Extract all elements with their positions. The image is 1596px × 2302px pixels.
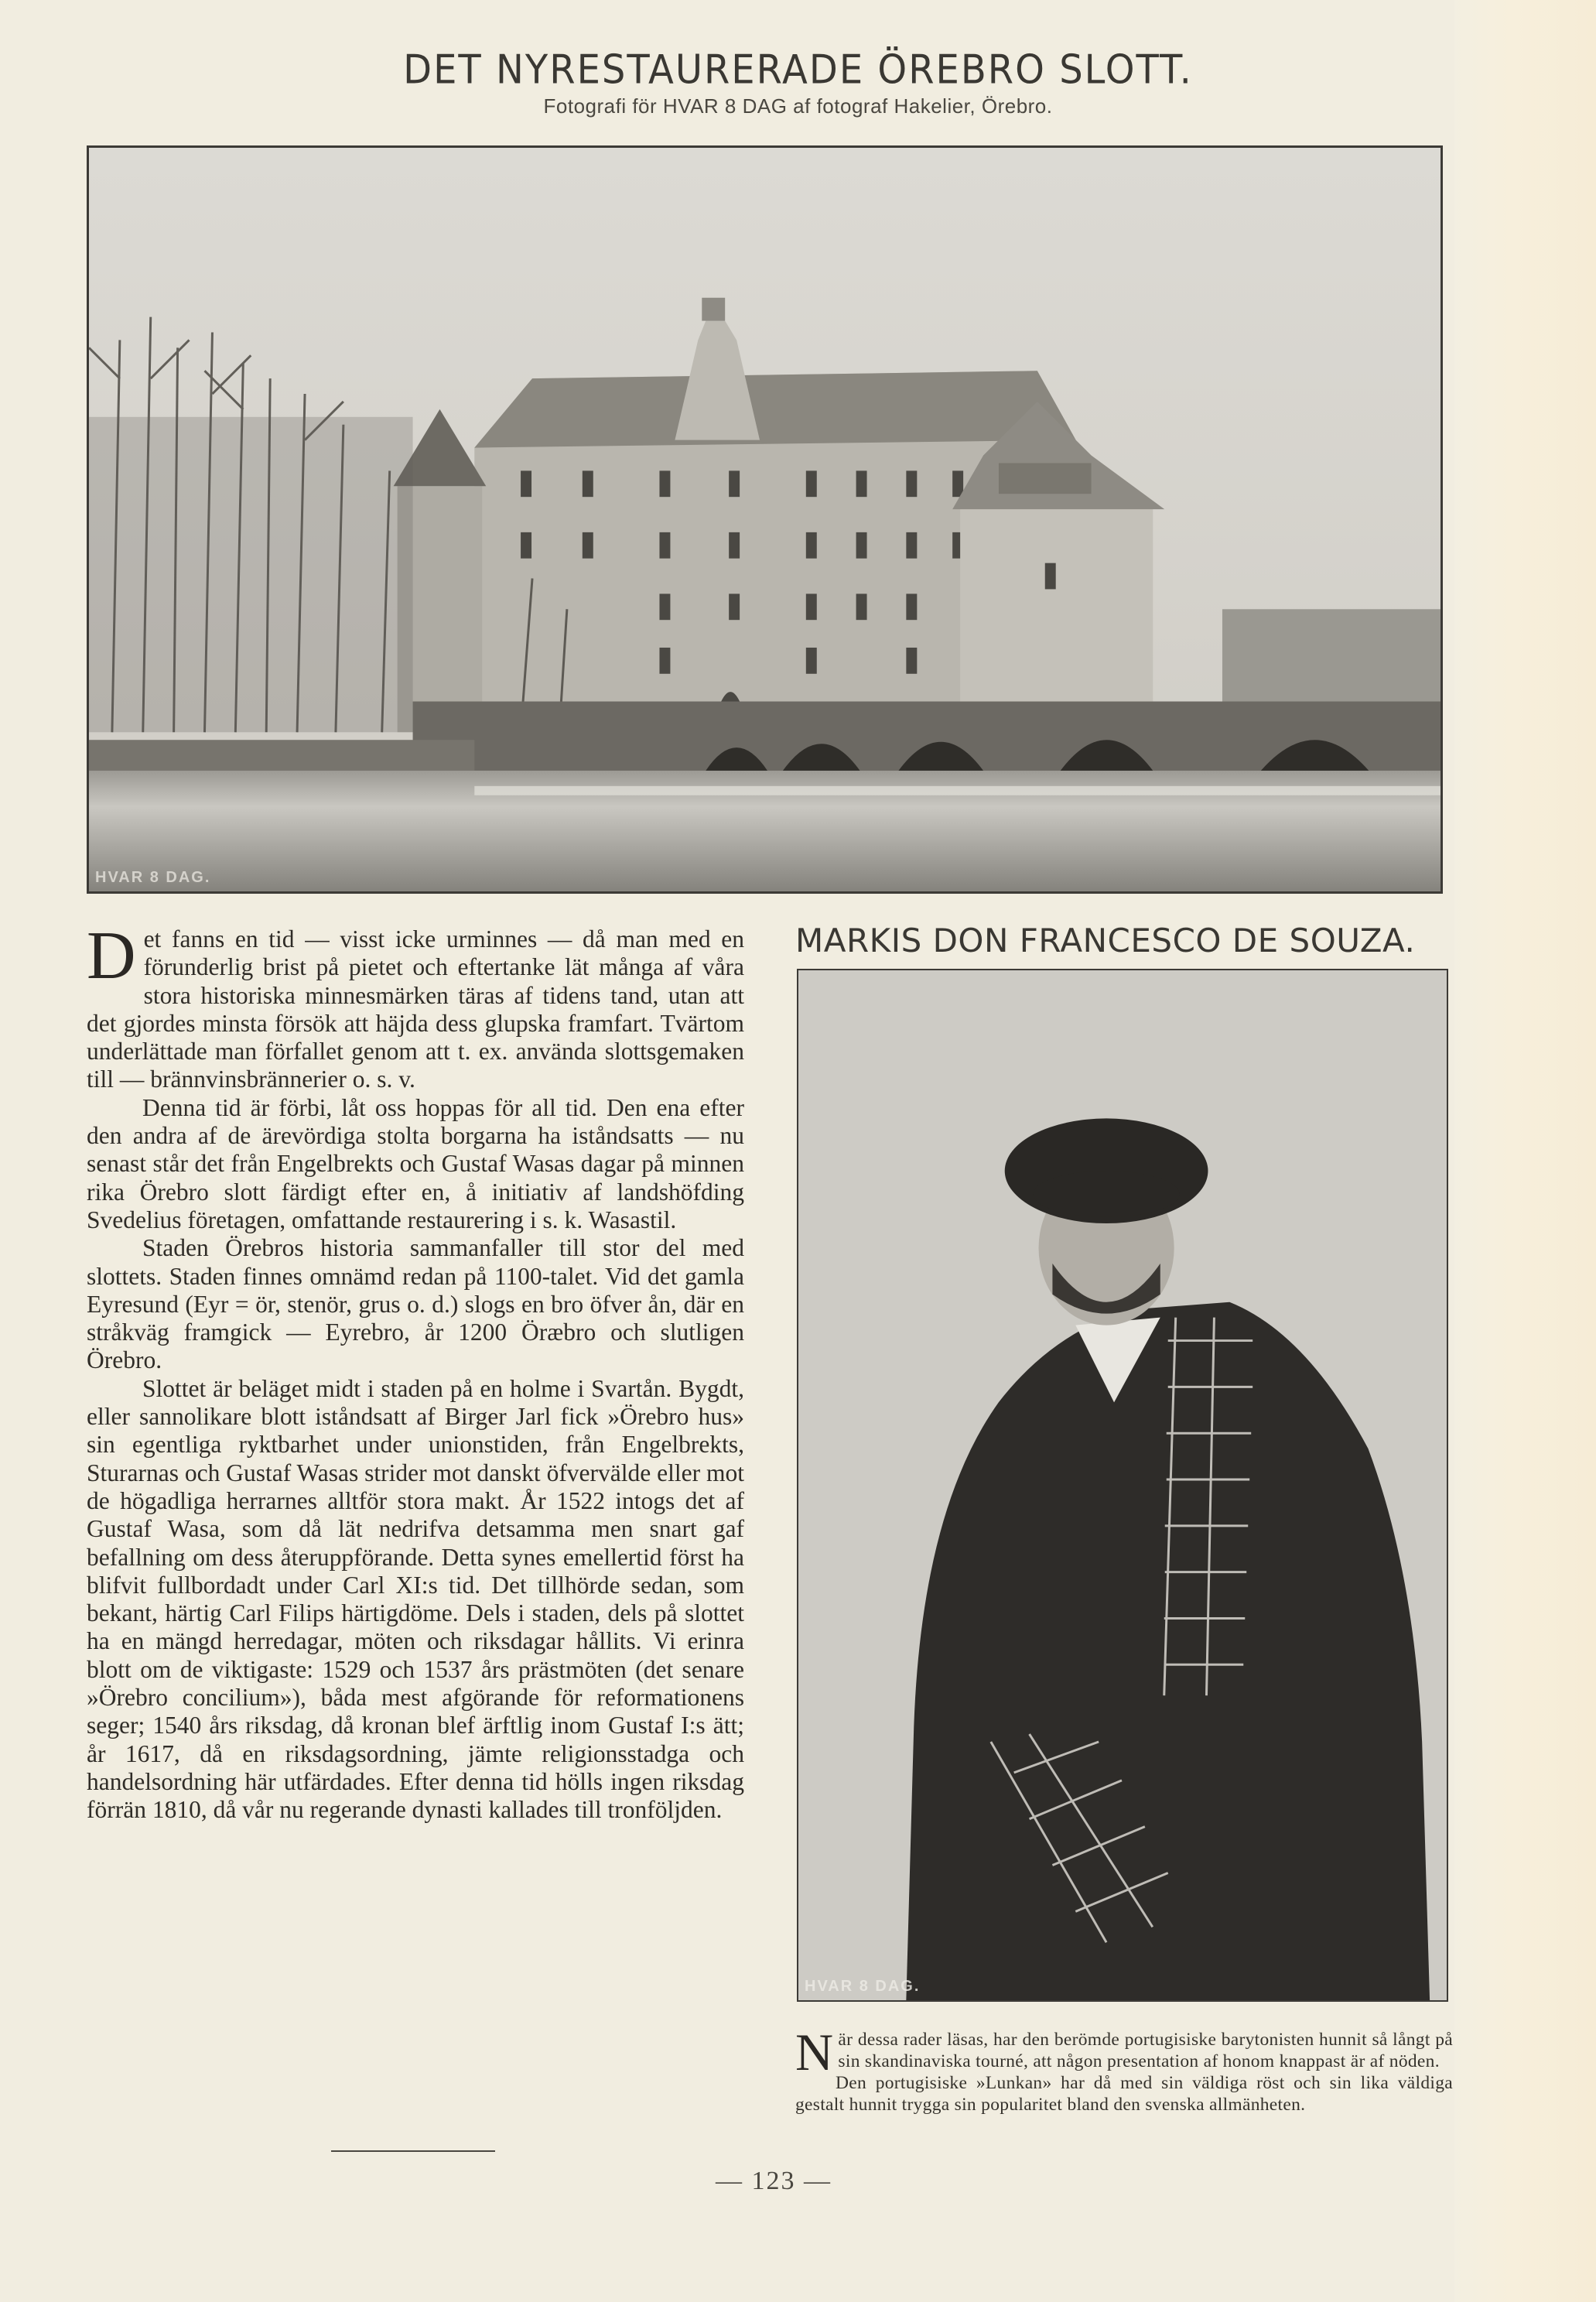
page-header [0,48,1596,118]
page-number: — 123 — [716,2167,832,2195]
dropcap-d: D [87,918,136,994]
page-title: DET NYRESTAURERADE ÖREBRO SLOTT. [403,46,1193,94]
paragraph-2: Denna tid är förbi, låt oss hoppas för all tid. Den ena efter den andra af de ärevördiga stolta borgarna ha iståndsatts — nu senast står det från Engelbrekts och Gustaf Wasas dagar på minnen rika Örebro slott färdigt efter en, å initiativ af landshöfding Svedelius företagen, omfattande restaurering i s. k. Wasastil. [87,1093,744,1233]
portrait-photo-credit: HVAR 8 DAG. [805,1978,921,1995]
caption-paragraph-2: Den portugisiske »Lunkan» har då med sin väldiga röst och sin lika väldiga gestalt hunnit trygga sin popularitet bland den svenska allmänheten. [795,2073,1453,2115]
photo-attribution: Fotografi för HVAR 8 DAG af fotograf Hakelier, Örebro. [543,94,1053,118]
portrait-heading: MARKIS DON FRANCESCO DE SOUZA. [795,922,1416,959]
paragraph-3: Staden Örebros historia sammanfaller till stor del med slottets. Staden finnes omnämd redan på 1100-talet. Vid det gamla Eyresund (Eyr = ör, stenör, grus o. d.) slogs en bro öfver ån, där en stråkväg framgick — Eyrebro, år 1200 Öræbro och slutligen Örebro. [87,1234,744,1374]
portrait-illustration [798,970,1447,2000]
castle-illustration [89,148,1441,891]
article-orebro-slott [87,918,744,1825]
caption-paragraph-1: När dessa rader läsas, har den berömde portugisiske barytonisten hunnit så långt på sin skandinaviska tourné, att någon presentation af honom knappast är af nöden. [795,2023,1453,2081]
paper-margin-tint [1454,0,1596,2302]
portrait-photograph [797,969,1448,2002]
paragraph-4: Slottet är beläget midt i staden på en holme i Svartån. Bygdt, eller sannolikare blott iståndsatt af Birger Jarl fick »Örebro hus» sin egentliga ryktbarhet under unionstiden, från Engelbrekts, Sturarnas och Gustaf Wasas strider mot danskt öfvervälde eller mot de högadliga herrarnes alltför stora makt. År 1522 intogs det af Gustaf Wasa, som då lät nedrifva detsamma men snart gaf befallning om dess återuppförande. Detta synes emellertid först ha blifvit fullbordadt under Carl XI:s tid. Det tillhörde sedan, som bekant, härtig Carl Filips härtigdöme. Dels i staden, dels på slottet ha en mängd herredagar, möten och riksdagar hållits. Vi erinra blott om de viktigaste: 1529 och 1537 års prästmöten (det senare »Örebro concilium»), båda mest afgörande för reformationens seger; 1540 års riksdag, då kronan blef ärftlig inom Gustaf I:s ätt; år 1617, då en riksdagsordning, jämte religionsstadga och handelsordning här utfärdades. Efter denna tid hölls ingen riksdag förrän 1810, då vår nu regerande dynasti kallades till tronföljden. [87,1374,744,1824]
castle-photo-credit: HVAR 8 DAG. [95,869,211,886]
paragraph-1: Det fanns en tid — visst icke urminnes — då man med en förunderlig brist på pietet och eftertanke lät många af våra stora historiska minnesmärken täras af tidens tand, utan att det gjordes minsta försök att häjda dess glupska framfart. Tvärtom underlättade man förfallet genom att t. ex. använda slottsgemaken till — brännvinsbrännerier o. s. v. [87,918,744,1093]
article-de-souza [795,2023,1453,2116]
castle-photograph [87,145,1443,894]
section-divider-rule [331,2150,495,2152]
dropcap-n: N [795,2023,834,2081]
